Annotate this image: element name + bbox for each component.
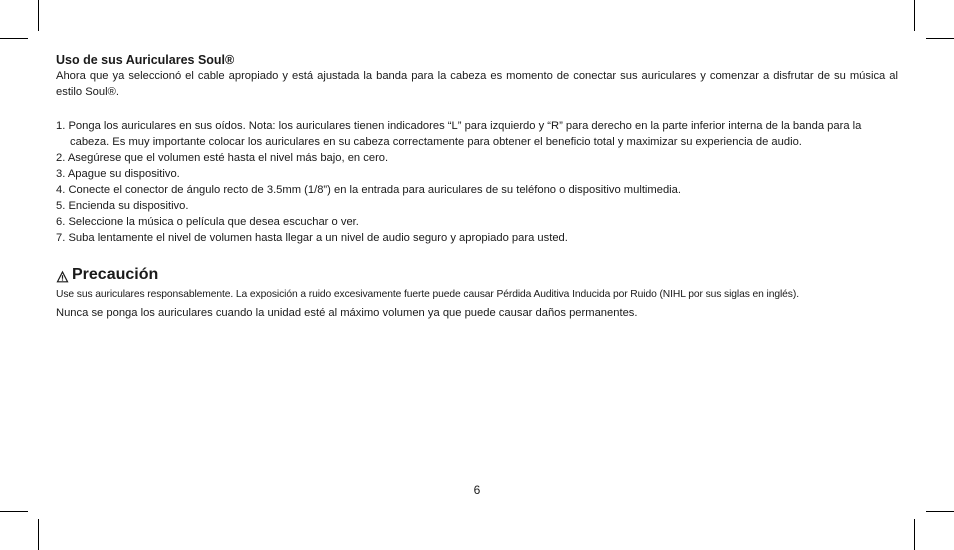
- list-item: [56, 166, 898, 182]
- crop-mark: [0, 511, 28, 512]
- crop-mark: [0, 38, 28, 39]
- section-title: Uso de sus Auriculares Soul®: [56, 53, 235, 67]
- caution-heading: [56, 265, 898, 285]
- caution-text-secondary: Nunca se ponga los auriculares cuando la unidad esté al máximo volumen ya que puede causar daños permanentes.: [56, 307, 638, 319]
- caution-text: Use sus auriculares responsablemente. La exposición a ruido excesivamente fuerte puede causar Pérdida Auditiva Inducida por Ruido (NIHL por sus siglas en inglés).: [56, 289, 799, 300]
- crop-mark: [914, 0, 915, 31]
- page-number: 6: [473, 483, 481, 497]
- steps-list: [56, 118, 898, 246]
- list-item: [56, 150, 898, 166]
- intro-paragraph: Ahora que ya seleccionó el cable apropiado y está ajustada la banda para la cabeza es momento de conectar sus auriculares y comenzar a disfrutar de su música al estilo Soul®.: [56, 70, 898, 98]
- step-text: Conecte el conector de ángulo recto de 3.5mm (1/8”) en la entrada para auriculares de su teléfono o dispositivo multimedia.: [68, 184, 682, 196]
- crop-mark: [926, 511, 954, 512]
- crop-mark: [914, 519, 915, 550]
- warning-icon: [56, 269, 69, 282]
- list-item: [56, 198, 898, 214]
- step-text: Apague su dispositivo.: [67, 168, 180, 180]
- list-item: [56, 182, 898, 198]
- step-number: 2.: [56, 152, 66, 164]
- crop-mark: [38, 0, 39, 31]
- step-number: 3.: [56, 168, 66, 180]
- step-number: 6.: [56, 216, 66, 228]
- step-text: Ponga los auriculares en sus oídos. Nota: los auriculares tienen indicadores “L” para izquierdo y “R” para derecho en la parte inferior interna de la banda para la cabeza. Es muy importante colocar los auriculares en su cabeza correctamente para obtener el beneficio total y maximizar su experiencia de audio.: [68, 120, 862, 148]
- step-number: 5.: [56, 200, 66, 212]
- step-text: Seleccione la música o película que desea escuchar o ver.: [68, 216, 359, 228]
- step-text: Suba lentamente el nivel de volumen hasta llegar a un nivel de audio seguro y apropiado para usted.: [68, 232, 568, 244]
- step-number: 1.: [56, 120, 66, 132]
- crop-mark: [926, 38, 954, 39]
- manual-page-content: [56, 52, 898, 321]
- caution-title: Precaución: [72, 266, 159, 283]
- step-number: 7.: [56, 232, 66, 244]
- step-number: 4.: [56, 184, 66, 196]
- list-item: [56, 118, 898, 150]
- list-item: [56, 230, 898, 246]
- step-text: Encienda su dispositivo.: [68, 200, 189, 212]
- step-text: Asegúrese que el volumen esté hasta el nivel más bajo, en cero.: [67, 152, 389, 164]
- crop-mark: [38, 519, 39, 550]
- list-item: [56, 214, 898, 230]
